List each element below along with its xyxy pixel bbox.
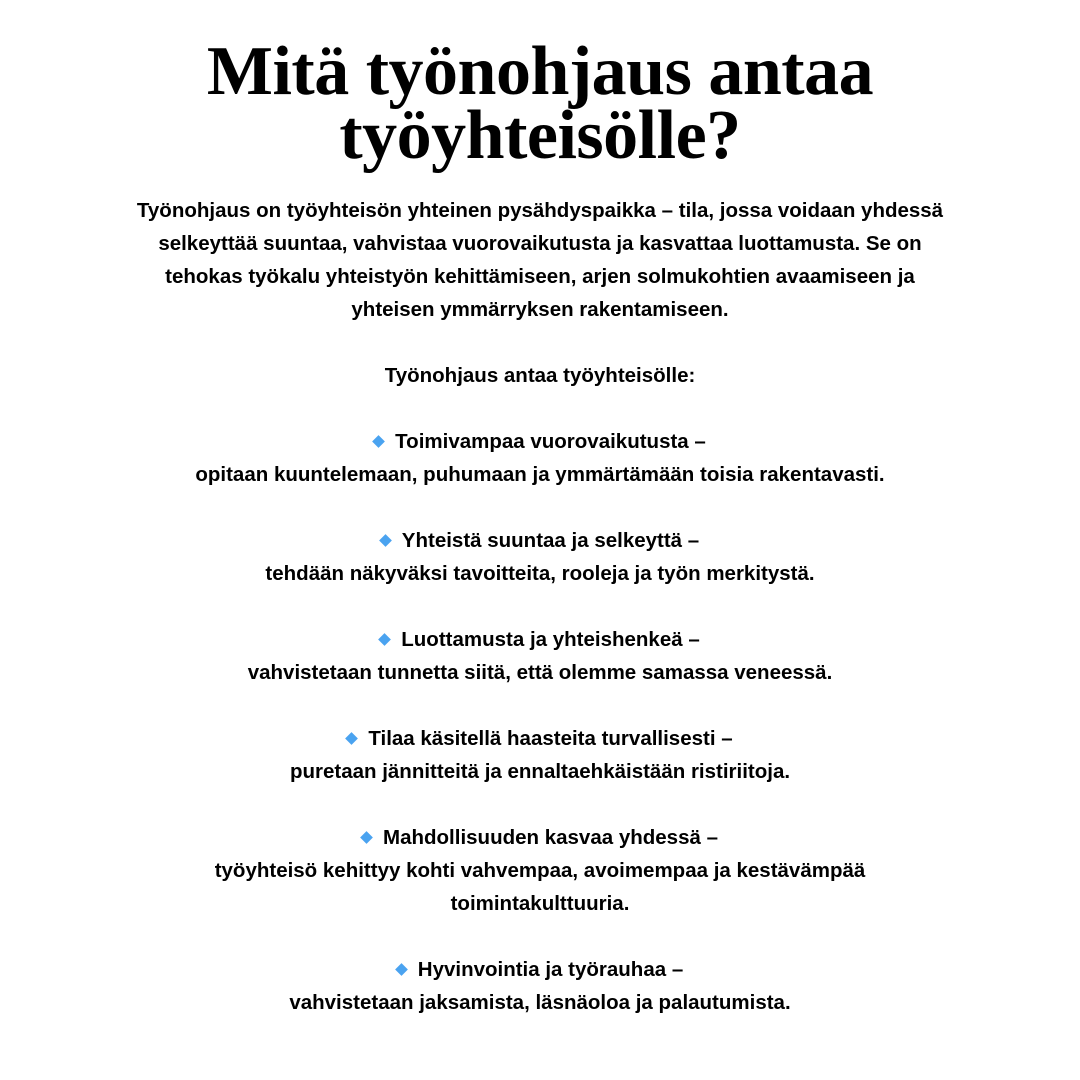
- benefit-item: [0, 425, 1080, 491]
- benefit-title: Toimivampaa vuorovaikutusta –: [395, 430, 706, 453]
- diamond-bullet-icon: [372, 435, 385, 448]
- benefit-title-line: [0, 623, 1080, 656]
- benefit-item: [0, 953, 1080, 1019]
- diamond-bullet-icon: [379, 534, 392, 547]
- benefit-item: [0, 821, 1080, 920]
- intro-line: selkeyttää suuntaa, vahvistaa vuorovaikutusta ja kasvattaa luottamusta. Se on: [158, 232, 922, 255]
- diamond-bullet-icon: [378, 633, 391, 646]
- benefit-title: Luottamusta ja yhteishenkeä –: [401, 628, 700, 651]
- benefit-description: vahvistetaan jaksamista, läsnäoloa ja palautumista.: [289, 991, 791, 1014]
- list-heading: Työnohjaus antaa työyhteisölle:: [384, 364, 696, 387]
- diamond-bullet-icon: [395, 963, 408, 976]
- title-line: Mitä työnohjaus antaa: [206, 33, 874, 110]
- benefit-title-line: [0, 722, 1080, 755]
- intro-line: yhteisen ymmärryksen rakentamiseen.: [351, 298, 729, 321]
- benefit-title-line: [0, 821, 1080, 854]
- benefit-title-line: [0, 953, 1080, 986]
- intro-paragraph: [0, 194, 1080, 326]
- diamond-bullet-icon: [360, 831, 373, 844]
- benefit-item: [0, 524, 1080, 590]
- benefit-description: toimintakulttuuria.: [450, 892, 630, 915]
- diamond-bullet-icon: [345, 732, 358, 745]
- benefit-description: puretaan jännitteitä ja ennaltaehkäistään ristiriitoja.: [289, 760, 791, 783]
- intro-line: tehokas työkalu yhteistyön kehittämiseen, arjen solmukohtien avaamiseen ja: [165, 265, 915, 288]
- benefit-title: Hyvinvointia ja työrauhaa –: [417, 958, 684, 981]
- benefit-description: opitaan kuuntelemaan, puhumaan ja ymmärtämään toisia rakentavasti.: [195, 463, 885, 486]
- benefit-title: Tilaa käsitellä haasteita turvallisesti –: [368, 727, 733, 750]
- intro-line: Työnohjaus on työyhteisön yhteinen pysähdyspaikka – tila, jossa voidaan yhdessä: [136, 199, 944, 222]
- benefit-title-line: [0, 524, 1080, 557]
- benefit-list: [0, 392, 1080, 1019]
- benefit-title: Mahdollisuuden kasvaa yhdessä –: [383, 826, 718, 849]
- benefit-description: vahvistetaan tunnetta siitä, että olemme samassa veneessä.: [247, 661, 833, 684]
- title-line: työyhteisölle?: [339, 97, 741, 174]
- body-text: [0, 194, 1080, 1019]
- benefit-item: [0, 623, 1080, 689]
- benefit-item: [0, 722, 1080, 788]
- benefit-description: tehdään näkyväksi tavoitteita, rooleja ja työn merkitystä.: [265, 562, 815, 585]
- page-title: [0, 33, 1080, 174]
- benefit-title: Yhteistä suuntaa ja selkeyttä –: [401, 529, 700, 552]
- benefit-description: työyhteisö kehittyy kohti vahvempaa, avoimempaa ja kestävämpää: [214, 859, 866, 882]
- benefit-title-line: [0, 425, 1080, 458]
